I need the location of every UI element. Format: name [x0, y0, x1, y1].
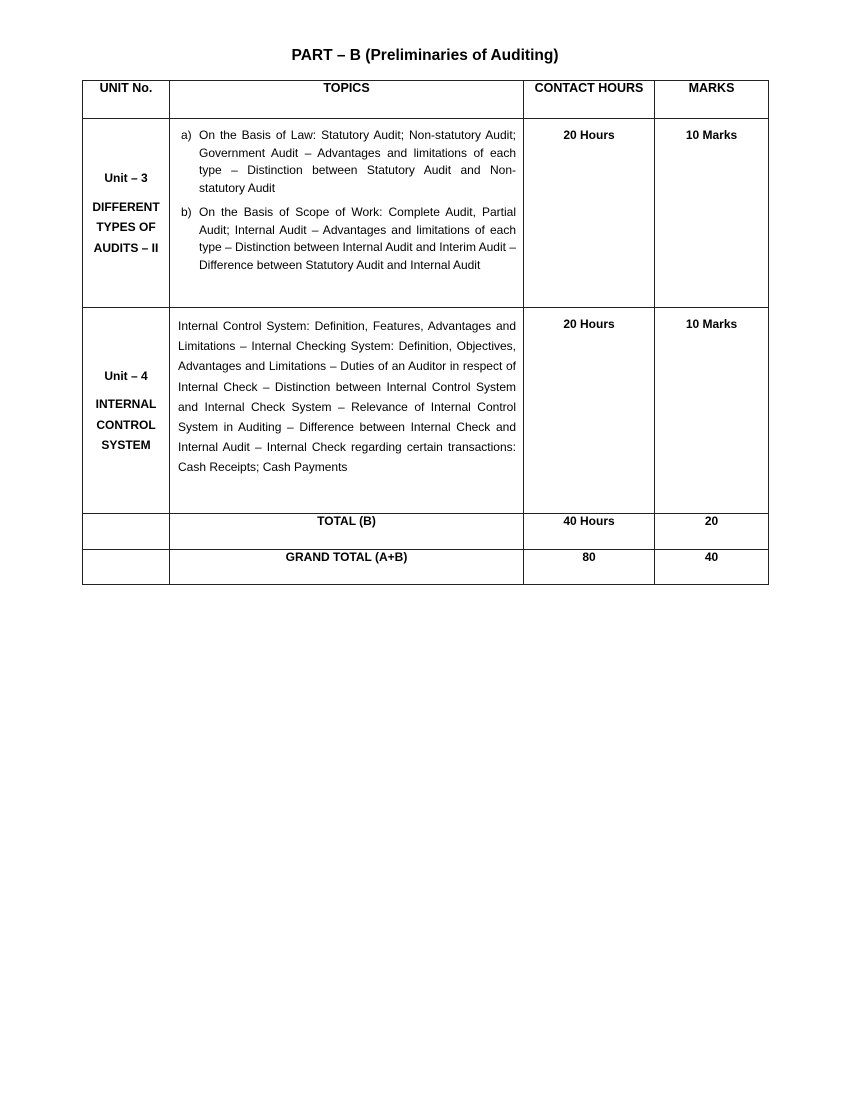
unit-4-topics-text: Internal Control System: Definition, Features, Advantages and Limitations – Internal Checking System: Definition, Objectives, Advantages and Limitations – Duties of an Auditor in respect of Internal Check – Distinction between Internal Control System and Internal Check System – Relevance of Internal Control System in Auditing – Difference between Internal Check and Internal Audit – Internal Check regarding certain transactions: Cash Receipts; Cash Payments: [178, 319, 516, 475]
unit-3-marks: 10 Marks: [655, 119, 769, 308]
header-contact-hours: CONTACT HOURS: [524, 81, 655, 119]
table-row-unit-3: [83, 119, 769, 308]
unit-4-cell: [83, 308, 170, 514]
total-empty-cell: [83, 514, 170, 550]
table-row-grand-total: [83, 550, 769, 585]
unit-3-hours: 20 Hours: [524, 119, 655, 308]
unit-3-name: DIFFERENT TYPES OF AUDITS – II: [92, 199, 160, 255]
page-title: PART – B (Preliminaries of Auditing): [291, 47, 559, 64]
grand-total-hours: 80: [524, 550, 655, 585]
syllabus-table: [82, 80, 769, 585]
unit-3-cell: [83, 119, 170, 308]
unit-4-name: INTERNAL CONTROL SYSTEM: [95, 397, 157, 452]
list-marker: a): [181, 128, 192, 142]
header-topics: TOPICS: [170, 81, 524, 119]
grand-total-marks: 40: [655, 550, 769, 585]
unit-4-number: Unit – 4: [104, 368, 148, 383]
header-unit-no: UNIT No.: [83, 81, 170, 119]
header-marks: MARKS: [655, 81, 769, 119]
unit-3-topics-cell: [170, 119, 524, 308]
unit-3-topic-b: [181, 204, 516, 274]
table-header-row: [83, 81, 769, 119]
unit-3-number: Unit – 3: [104, 171, 148, 185]
unit-4-marks: 10 Marks: [655, 308, 769, 514]
unit-4-hours: 20 Hours: [524, 308, 655, 514]
total-marks: 20: [655, 514, 769, 550]
grand-total-empty-cell: [83, 550, 170, 585]
total-hours: 40 Hours: [524, 514, 655, 550]
unit-4-topics-cell: [170, 308, 524, 514]
grand-total-label: GRAND TOTAL (A+B): [170, 550, 524, 585]
unit-3-topic-list: [170, 119, 523, 282]
table-row-unit-4: [83, 308, 769, 514]
topic-text: On the Basis of Scope of Work: Complete Audit, Partial Audit; Internal Audit – Advantages and limitations of each type – Distinction between Internal Audit and Interim Audit – Difference between Statutory Audit and Internal Audit: [199, 205, 516, 272]
unit-3-topic-a: [181, 127, 516, 197]
total-label: TOTAL (B): [170, 514, 524, 550]
topic-text: On the Basis of Law: Statutory Audit; Non-statutory Audit; Government Audit – Advantages and limitations of each type – Distinction between Statutory Audit and Non-statutory Audit: [199, 128, 516, 195]
list-marker: b): [181, 205, 192, 219]
table-row-total: [83, 514, 769, 550]
